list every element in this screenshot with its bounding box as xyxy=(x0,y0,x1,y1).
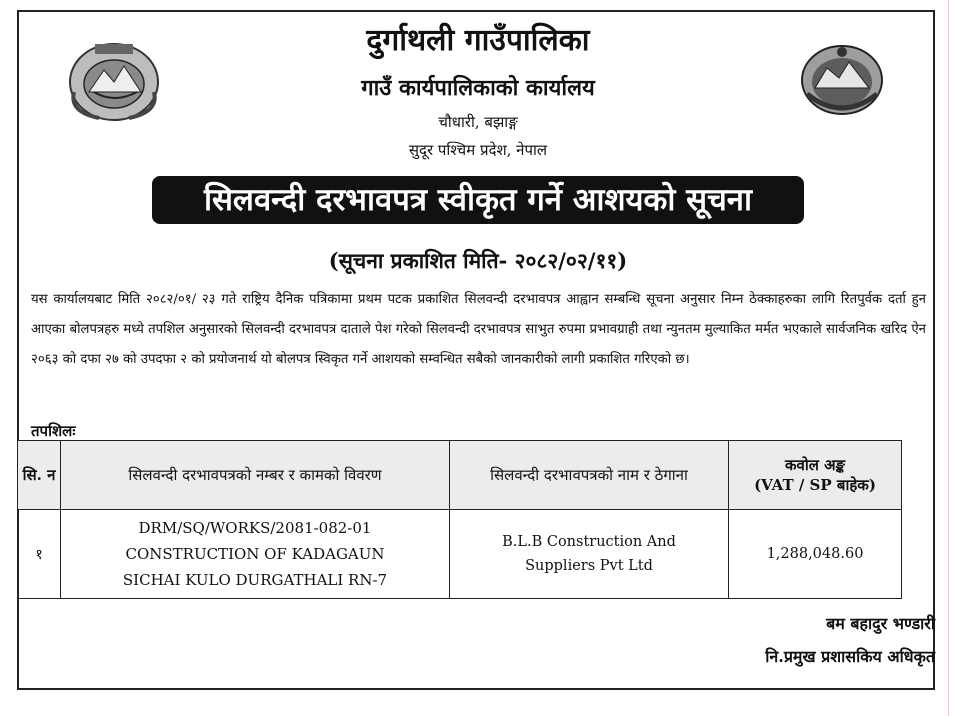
cell-amount: 1,288,048.60 xyxy=(729,510,902,599)
header-amount xyxy=(729,441,902,510)
notice-title-banner: सिलवन्दी दरभावपत्र स्वीकृत गर्ने आशयको सूचना xyxy=(152,176,804,224)
desc-line-1: DRM/SQ/WORKS/2081-082-01 xyxy=(138,519,372,537)
header-bidder: सिलवन्दी दरभावपत्रको नाम र ठेगाना xyxy=(450,441,729,510)
office-location: चौधारी, बझाङ्ग xyxy=(438,113,518,131)
table-header-row xyxy=(18,441,902,510)
bidder-line-2: Suppliers Pvt Ltd xyxy=(525,558,653,574)
municipality-name: दुर्गाथली गाउँपालिका xyxy=(366,23,590,58)
details-label: तपशिलः xyxy=(31,422,76,440)
signatory-title: नि.प्रमुख प्रशासकिय अधिकृत xyxy=(765,647,935,666)
table-row xyxy=(18,510,902,599)
header-amount-line1: कवोल अङ्क xyxy=(784,456,846,474)
desc-line-2: CONSTRUCTION OF KADAGAUN xyxy=(125,545,385,563)
cell-sn: १ xyxy=(18,510,61,599)
office-name: गाउँ कार्यपालिकाको कार्यालय xyxy=(361,75,595,101)
cell-description xyxy=(61,510,450,599)
bidder-line-1: B.L.B Construction And xyxy=(502,534,676,550)
bid-table xyxy=(17,440,902,599)
header-sn: सि. न xyxy=(18,441,61,510)
notice-body: यस कार्यालयबाट मिति २०८२/०१/ २३ गते राष्ट्रिय दैनिक पत्रिकामा प्रथम पटक प्रकाशित सिलवन्दी दरभावपत्र आह्वान सम्बन्धि सूचना अनुसार निम्न ठेक्काहरुका लागि रितपुर्वक दर्ता हुन आएका बोलपत्रहरु मध्ये तपशिल अनुसारको सिलवन्दी दरभावपत्र दाताले पेश गरेको सिलवन्दी दरभावपत्र साभुत रुपमा प्रभावग्राही तथा न्युनतम मुल्याकित मर्मत भएकाले सार्वजनिक खरिद ऐन २०६३ को दफा २७ को उपदफा २ को प्रयोजनार्थ यो बोलपत्र स्विकृत गर्ने आशयको सम्वन्धित सबैको जानकारीको लागी प्रकाशित गरिएको छ। xyxy=(31,292,926,367)
header-amount-line2: (VAT / SP बाहेक) xyxy=(754,476,876,494)
page-edge-line xyxy=(948,0,949,716)
publish-date: (सूचना प्रकाशित मिति- २०८२/०२/११) xyxy=(328,248,628,273)
cell-bidder xyxy=(450,510,729,599)
desc-line-3: SICHAI KULO DURGATHALI RN-7 xyxy=(122,571,388,589)
signatory-name: बम बहादुर भण्डारी xyxy=(826,614,935,633)
header-description: सिलवन्दी दरभावपत्रको नम्बर र कामको विवरण xyxy=(61,441,450,510)
province-name: सुदूर पश्चिम प्रदेश, नेपाल xyxy=(408,141,548,159)
